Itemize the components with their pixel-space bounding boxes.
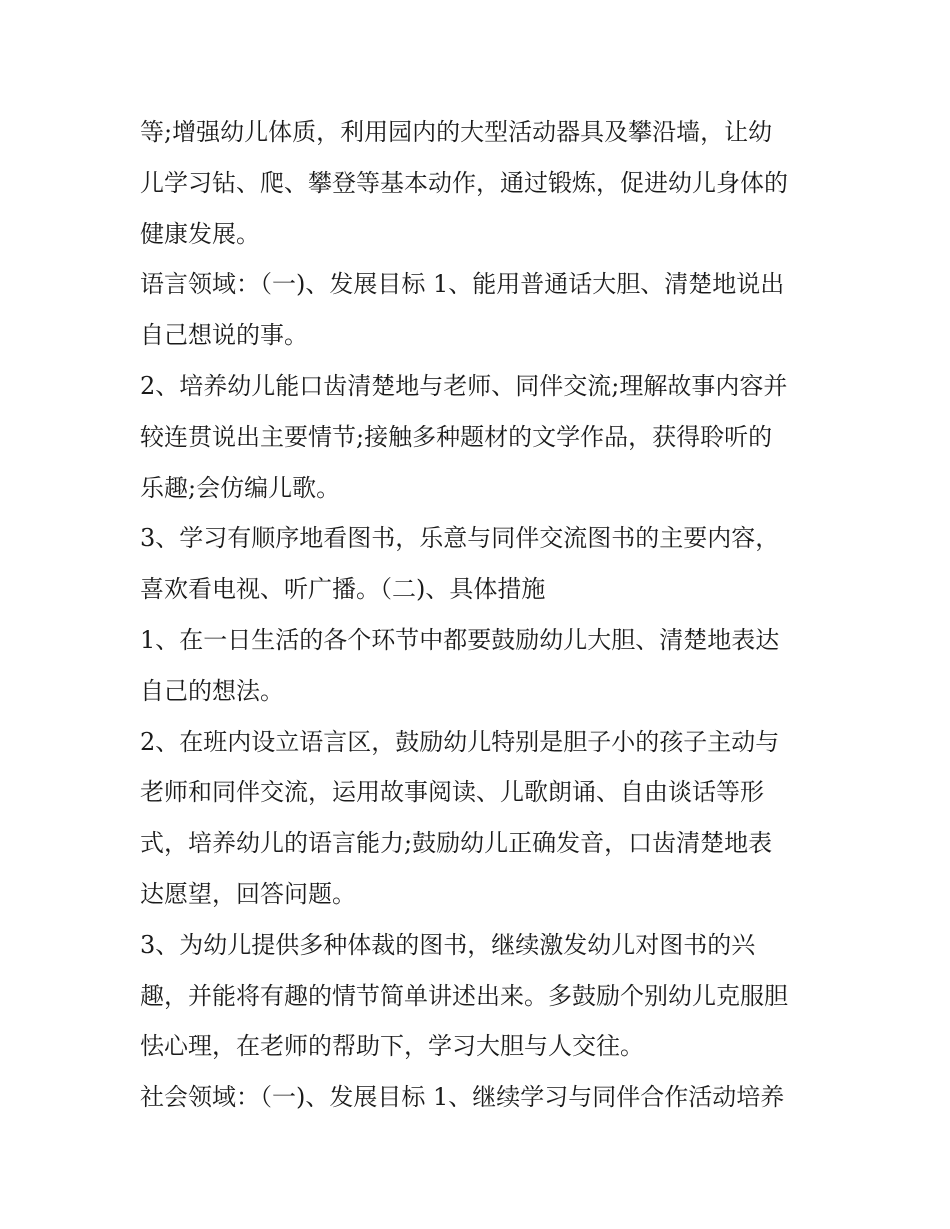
text-line: 2、培养幼儿能口齿清楚地与老师、同伴交流;理解故事内容并 <box>140 371 788 400</box>
text-line: 式，培养幼儿的语言能力;鼓励幼儿正确发音，口齿清楚地表 <box>140 829 773 858</box>
text-line: 儿学习钻、爬、攀登等基本动作，通过锻炼，促进幼儿身体的 <box>140 168 788 197</box>
text-line: 3、为幼儿提供多种体裁的图书，继续激发幼儿对图书的兴 <box>140 930 756 959</box>
text-line: 社会领域：（一)、发展目标 1、继续学习与同伴合作活动培养 <box>140 1083 785 1112</box>
text-line: 趣，并能将有趣的情节简单讲述出来。多鼓励个别幼儿克服胆 <box>140 981 788 1010</box>
text-line: 健康发展。 <box>140 219 260 248</box>
text-line: 怯心理，在老师的帮助下，学习大胆与人交往。 <box>140 1032 644 1061</box>
body-text <box>140 107 820 1123</box>
text-line: 喜欢看电视、听广播。（二)、具体措施 <box>140 575 546 604</box>
text-line: 3、学习有顺序地看图书，乐意与同伴交流图书的主要内容， <box>140 524 780 553</box>
text-line: 乐趣;会仿编儿歌。 <box>140 473 341 502</box>
text-line: 较连贯说出主要情节;接触多种题材的文学作品，获得聆听的 <box>140 422 773 451</box>
text-line: 自己想说的事。 <box>140 321 308 350</box>
text-line: 1、在一日生活的各个环节中都要鼓励幼儿大胆、清楚地表达 <box>140 625 780 654</box>
text-line: 2、在班内设立语言区，鼓励幼儿特别是胆子小的孩子主动与 <box>140 727 780 756</box>
text-line: 语言领域：（一)、发展目标 1、能用普通话大胆、清楚地说出 <box>140 270 785 299</box>
text-line: 老师和同伴交流，运用故事阅读、儿歌朗诵、自由谈话等形 <box>140 778 764 807</box>
text-line: 等;增强幼儿体质，利用园内的大型活动器具及攀沿墙，让幼 <box>140 118 773 146</box>
text-line: 达愿望，回答问题。 <box>140 879 356 908</box>
text-line: 自己的想法。 <box>140 676 284 705</box>
